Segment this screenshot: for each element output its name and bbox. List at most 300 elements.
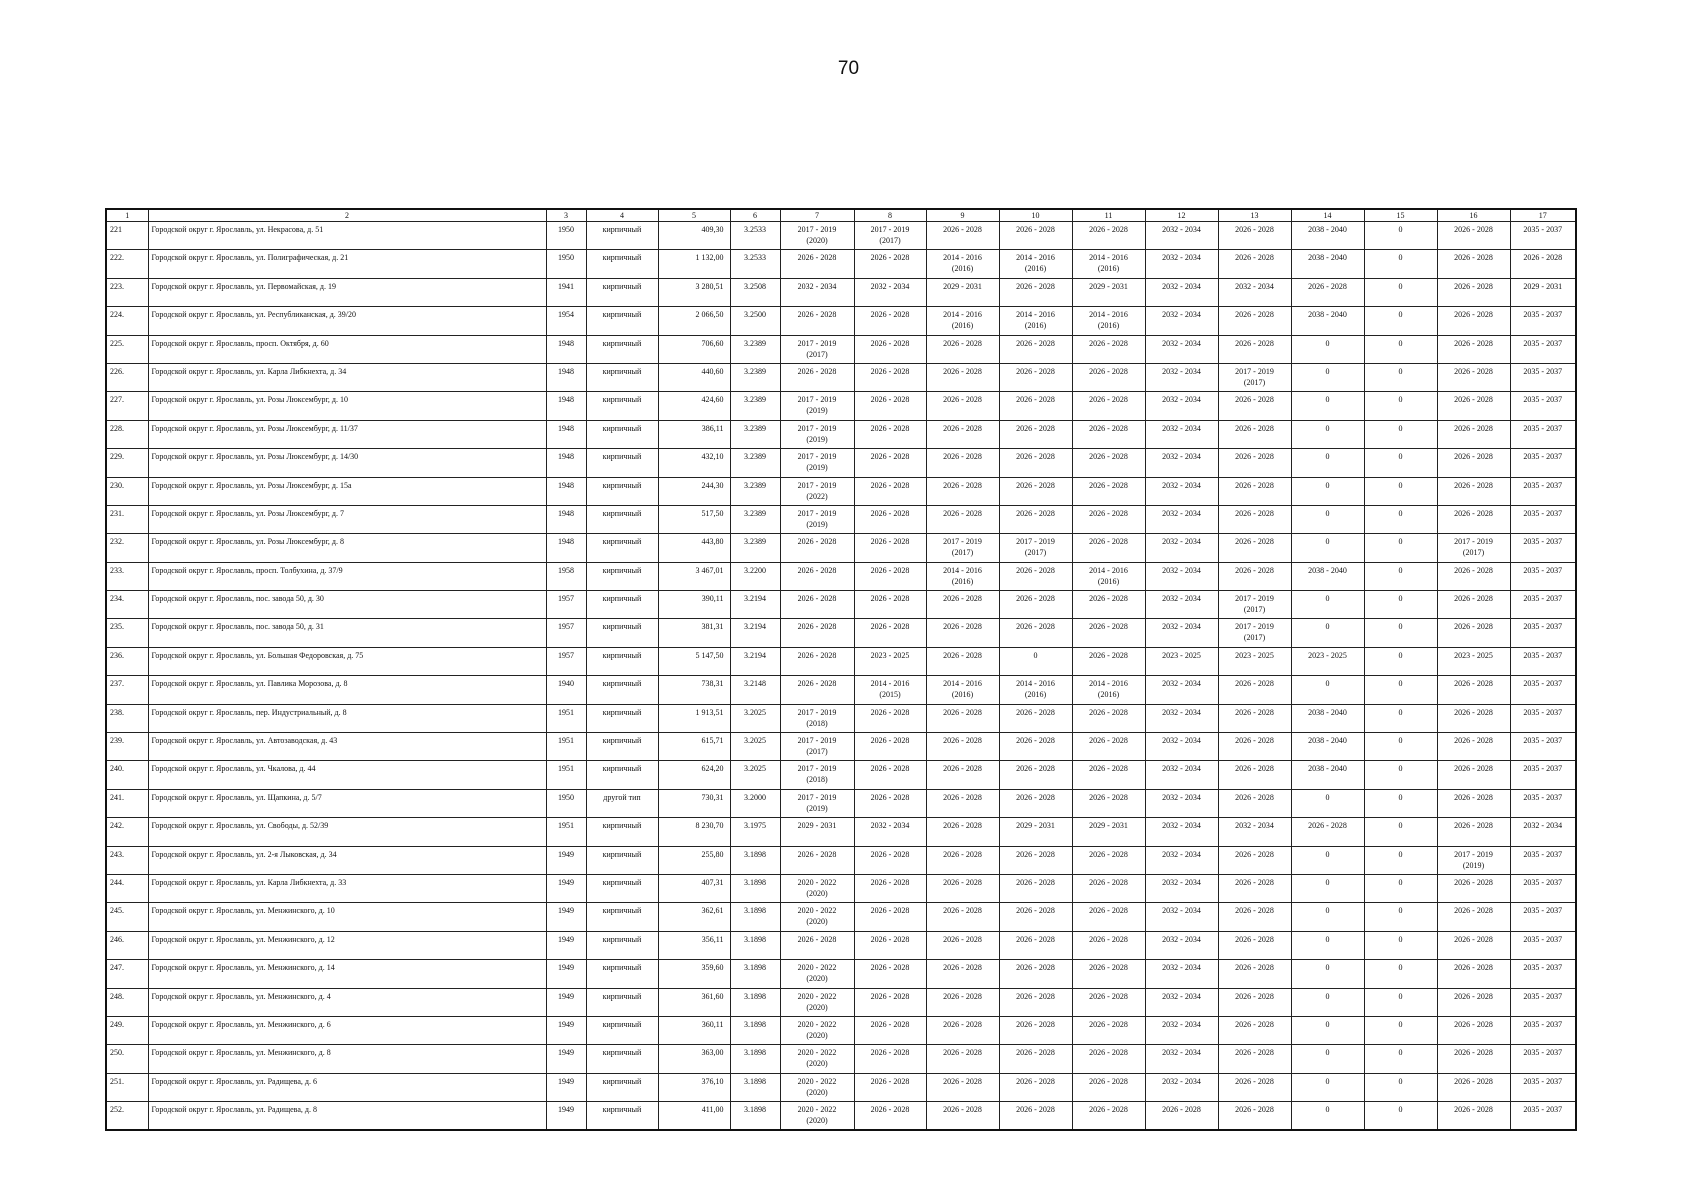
period-col-11-cell: 2026 - 2028 <box>1072 846 1145 874</box>
period-col-16-cell: 2026 - 2028 <box>1437 222 1510 250</box>
period-col-16-cell: 2026 - 2028 <box>1437 818 1510 846</box>
column-number-header: 12 <box>1145 209 1218 222</box>
period-col-16-cell: 2026 - 2028 <box>1437 988 1510 1016</box>
period-col-14-cell: 0 <box>1291 619 1364 647</box>
total-area-cell: 390,11 <box>658 591 730 619</box>
period-col-15-cell: 0 <box>1364 363 1437 391</box>
table-row <box>106 1045 1576 1073</box>
total-area-cell: 359,60 <box>658 960 730 988</box>
address-cell: Городской округ г. Ярославль, ул. Некрасова, д. 51 <box>148 222 546 250</box>
priority-score-cell: 3.1898 <box>730 846 780 874</box>
column-number-header: 2 <box>148 209 546 222</box>
period-col-8-cell: 2032 - 2034 <box>854 818 926 846</box>
table-row <box>106 420 1576 448</box>
period-col-11-cell: 2026 - 2028 <box>1072 619 1145 647</box>
total-area-cell: 8 230,70 <box>658 818 730 846</box>
period-col-11-cell: 2026 - 2028 <box>1072 505 1145 533</box>
total-area-cell: 3 467,01 <box>658 562 730 590</box>
row-number-cell: 250. <box>106 1045 148 1073</box>
period-col-16-cell: 2026 - 2028 <box>1437 704 1510 732</box>
period-col-7-cell: 2026 - 2028 <box>780 591 854 619</box>
address-cell: Городской округ г. Ярославль, ул. Чкалова, д. 44 <box>148 761 546 789</box>
period-col-10-cell: 2014 - 2016 (2016) <box>999 250 1072 278</box>
table-row <box>106 761 1576 789</box>
wall-material-cell: кирпичный <box>586 335 658 363</box>
build-year-cell: 1951 <box>546 704 586 732</box>
period-col-13-cell: 2026 - 2028 <box>1218 335 1291 363</box>
address-cell: Городской округ г. Ярославль, ул. Менжинского, д. 4 <box>148 988 546 1016</box>
period-col-8-cell: 2026 - 2028 <box>854 733 926 761</box>
period-col-17-cell: 2035 - 2037 <box>1510 903 1576 931</box>
period-col-11-cell: 2026 - 2028 <box>1072 591 1145 619</box>
period-col-17-cell: 2035 - 2037 <box>1510 1045 1576 1073</box>
period-col-7-cell: 2026 - 2028 <box>780 619 854 647</box>
address-cell: Городской округ г. Ярославль, пер. Индустриальный, д. 8 <box>148 704 546 732</box>
build-year-cell: 1949 <box>546 988 586 1016</box>
period-col-14-cell: 0 <box>1291 392 1364 420</box>
period-col-16-cell: 2026 - 2028 <box>1437 335 1510 363</box>
period-col-17-cell: 2035 - 2037 <box>1510 704 1576 732</box>
period-col-15-cell: 0 <box>1364 1016 1437 1044</box>
period-col-11-cell: 2014 - 2016 (2016) <box>1072 562 1145 590</box>
table-row <box>106 988 1576 1016</box>
column-number-header: 10 <box>999 209 1072 222</box>
period-col-15-cell: 0 <box>1364 676 1437 704</box>
period-col-12-cell: 2032 - 2034 <box>1145 1045 1218 1073</box>
period-col-11-cell: 2014 - 2016 (2016) <box>1072 676 1145 704</box>
period-col-14-cell: 0 <box>1291 335 1364 363</box>
table-row <box>106 534 1576 562</box>
period-col-10-cell: 2026 - 2028 <box>999 733 1072 761</box>
period-col-17-cell: 2035 - 2037 <box>1510 335 1576 363</box>
period-col-17-cell: 2035 - 2037 <box>1510 1016 1576 1044</box>
period-col-17-cell: 2035 - 2037 <box>1510 960 1576 988</box>
period-col-14-cell: 2026 - 2028 <box>1291 278 1364 306</box>
row-number-cell: 238. <box>106 704 148 732</box>
period-col-11-cell: 2026 - 2028 <box>1072 1102 1145 1130</box>
build-year-cell: 1948 <box>546 392 586 420</box>
period-col-16-cell: 2026 - 2028 <box>1437 1016 1510 1044</box>
row-number-cell: 228. <box>106 420 148 448</box>
period-col-15-cell: 0 <box>1364 562 1437 590</box>
wall-material-cell: кирпичный <box>586 449 658 477</box>
priority-score-cell: 3.2533 <box>730 222 780 250</box>
period-col-16-cell: 2026 - 2028 <box>1437 591 1510 619</box>
build-year-cell: 1949 <box>546 874 586 902</box>
row-number-cell: 237. <box>106 676 148 704</box>
period-col-11-cell: 2026 - 2028 <box>1072 874 1145 902</box>
period-col-8-cell: 2026 - 2028 <box>854 1045 926 1073</box>
period-col-13-cell: 2026 - 2028 <box>1218 676 1291 704</box>
wall-material-cell: кирпичный <box>586 505 658 533</box>
address-cell: Городской округ г. Ярославль, ул. Менжинского, д. 8 <box>148 1045 546 1073</box>
wall-material-cell: кирпичный <box>586 250 658 278</box>
period-col-16-cell: 2026 - 2028 <box>1437 449 1510 477</box>
period-col-7-cell: 2020 - 2022 (2020) <box>780 1102 854 1130</box>
period-col-7-cell: 2026 - 2028 <box>780 562 854 590</box>
build-year-cell: 1951 <box>546 733 586 761</box>
period-col-9-cell: 2014 - 2016 (2016) <box>926 250 999 278</box>
period-col-7-cell: 2020 - 2022 (2020) <box>780 1016 854 1044</box>
wall-material-cell: кирпичный <box>586 278 658 306</box>
build-year-cell: 1950 <box>546 222 586 250</box>
total-area-cell: 361,60 <box>658 988 730 1016</box>
period-col-15-cell: 0 <box>1364 1045 1437 1073</box>
priority-score-cell: 3.1898 <box>730 1045 780 1073</box>
period-col-8-cell: 2026 - 2028 <box>854 931 926 959</box>
period-col-9-cell: 2026 - 2028 <box>926 704 999 732</box>
address-cell: Городской округ г. Ярославль, ул. Карла Либкнехта, д. 33 <box>148 874 546 902</box>
period-col-17-cell: 2035 - 2037 <box>1510 676 1576 704</box>
period-col-11-cell: 2026 - 2028 <box>1072 222 1145 250</box>
row-number-cell: 239. <box>106 733 148 761</box>
row-number-cell: 231. <box>106 505 148 533</box>
table-row <box>106 818 1576 846</box>
address-cell: Городской округ г. Ярославль, ул. Республиканская, д. 39/20 <box>148 307 546 335</box>
period-col-14-cell: 0 <box>1291 1102 1364 1130</box>
address-cell: Городской округ г. Ярославль, просп. Толбухина, д. 37/9 <box>148 562 546 590</box>
total-area-cell: 3 280,51 <box>658 278 730 306</box>
period-col-17-cell: 2035 - 2037 <box>1510 307 1576 335</box>
row-number-cell: 242. <box>106 818 148 846</box>
period-col-15-cell: 0 <box>1364 818 1437 846</box>
period-col-8-cell: 2026 - 2028 <box>854 420 926 448</box>
wall-material-cell: кирпичный <box>586 562 658 590</box>
period-col-14-cell: 2023 - 2025 <box>1291 647 1364 675</box>
column-number-header: 4 <box>586 209 658 222</box>
period-col-8-cell: 2017 - 2019 (2017) <box>854 222 926 250</box>
period-col-10-cell: 2026 - 2028 <box>999 449 1072 477</box>
period-col-9-cell: 2026 - 2028 <box>926 449 999 477</box>
address-cell: Городской округ г. Ярославль, ул. Карла Либкнехта, д. 34 <box>148 363 546 391</box>
period-col-10-cell: 2026 - 2028 <box>999 846 1072 874</box>
period-col-9-cell: 2026 - 2028 <box>926 1045 999 1073</box>
period-col-10-cell: 2014 - 2016 (2016) <box>999 307 1072 335</box>
period-col-16-cell: 2026 - 2028 <box>1437 874 1510 902</box>
total-area-cell: 517,50 <box>658 505 730 533</box>
priority-score-cell: 3.2200 <box>730 562 780 590</box>
row-number-cell: 251. <box>106 1073 148 1101</box>
period-col-9-cell: 2026 - 2028 <box>926 335 999 363</box>
row-number-cell: 244. <box>106 874 148 902</box>
wall-material-cell: кирпичный <box>586 1045 658 1073</box>
column-number-header: 9 <box>926 209 999 222</box>
period-col-17-cell: 2035 - 2037 <box>1510 505 1576 533</box>
period-col-12-cell: 2032 - 2034 <box>1145 874 1218 902</box>
period-col-9-cell: 2026 - 2028 <box>926 363 999 391</box>
period-col-13-cell: 2026 - 2028 <box>1218 789 1291 817</box>
table-row <box>106 1102 1576 1130</box>
period-col-11-cell: 2026 - 2028 <box>1072 363 1145 391</box>
period-col-12-cell: 2032 - 2034 <box>1145 250 1218 278</box>
period-col-10-cell: 2026 - 2028 <box>999 1073 1072 1101</box>
row-number-cell: 222. <box>106 250 148 278</box>
table-row <box>106 874 1576 902</box>
total-area-cell: 376,10 <box>658 1073 730 1101</box>
build-year-cell: 1948 <box>546 534 586 562</box>
period-col-11-cell: 2026 - 2028 <box>1072 789 1145 817</box>
period-col-10-cell: 2026 - 2028 <box>999 420 1072 448</box>
period-col-17-cell: 2035 - 2037 <box>1510 449 1576 477</box>
total-area-cell: 738,31 <box>658 676 730 704</box>
address-cell: Городской округ г. Ярославль, ул. Розы Люксембург, д. 10 <box>148 392 546 420</box>
build-year-cell: 1951 <box>546 761 586 789</box>
period-col-12-cell: 2032 - 2034 <box>1145 392 1218 420</box>
period-col-8-cell: 2026 - 2028 <box>854 562 926 590</box>
table-row <box>106 363 1576 391</box>
build-year-cell: 1949 <box>546 960 586 988</box>
priority-score-cell: 3.1975 <box>730 818 780 846</box>
period-col-10-cell: 2026 - 2028 <box>999 704 1072 732</box>
period-col-17-cell: 2035 - 2037 <box>1510 420 1576 448</box>
priority-score-cell: 3.2025 <box>730 704 780 732</box>
period-col-10-cell: 2026 - 2028 <box>999 222 1072 250</box>
table-row <box>106 250 1576 278</box>
column-number-header: 5 <box>658 209 730 222</box>
period-col-10-cell: 2026 - 2028 <box>999 761 1072 789</box>
build-year-cell: 1948 <box>546 477 586 505</box>
period-col-8-cell: 2026 - 2028 <box>854 307 926 335</box>
period-col-11-cell: 2026 - 2028 <box>1072 420 1145 448</box>
address-cell: Городской округ г. Ярославль, просп. Октября, д. 60 <box>148 335 546 363</box>
period-col-12-cell: 2032 - 2034 <box>1145 789 1218 817</box>
table-row <box>106 1073 1576 1101</box>
period-col-8-cell: 2026 - 2028 <box>854 704 926 732</box>
period-col-8-cell: 2026 - 2028 <box>854 534 926 562</box>
period-col-13-cell: 2026 - 2028 <box>1218 250 1291 278</box>
period-col-17-cell: 2035 - 2037 <box>1510 591 1576 619</box>
period-col-7-cell: 2020 - 2022 (2020) <box>780 1045 854 1073</box>
priority-score-cell: 3.2389 <box>730 335 780 363</box>
wall-material-cell: кирпичный <box>586 931 658 959</box>
period-col-8-cell: 2026 - 2028 <box>854 903 926 931</box>
period-col-14-cell: 0 <box>1291 363 1364 391</box>
build-year-cell: 1949 <box>546 1073 586 1101</box>
period-col-17-cell: 2035 - 2037 <box>1510 988 1576 1016</box>
period-col-17-cell: 2035 - 2037 <box>1510 363 1576 391</box>
period-col-8-cell: 2026 - 2028 <box>854 1102 926 1130</box>
period-col-14-cell: 0 <box>1291 1073 1364 1101</box>
period-col-16-cell: 2026 - 2028 <box>1437 931 1510 959</box>
priority-score-cell: 3.1898 <box>730 874 780 902</box>
wall-material-cell: кирпичный <box>586 733 658 761</box>
table-row <box>106 846 1576 874</box>
priority-score-cell: 3.1898 <box>730 1102 780 1130</box>
wall-material-cell: кирпичный <box>586 1016 658 1044</box>
period-col-13-cell: 2017 - 2019 (2017) <box>1218 619 1291 647</box>
period-col-15-cell: 0 <box>1364 846 1437 874</box>
period-col-7-cell: 2017 - 2019 (2019) <box>780 449 854 477</box>
period-col-13-cell: 2026 - 2028 <box>1218 931 1291 959</box>
period-col-14-cell: 0 <box>1291 903 1364 931</box>
period-col-11-cell: 2026 - 2028 <box>1072 903 1145 931</box>
period-col-13-cell: 2026 - 2028 <box>1218 761 1291 789</box>
period-col-17-cell: 2035 - 2037 <box>1510 222 1576 250</box>
priority-score-cell: 3.2389 <box>730 449 780 477</box>
wall-material-cell: кирпичный <box>586 676 658 704</box>
priority-score-cell: 3.2389 <box>730 363 780 391</box>
period-col-16-cell: 2026 - 2028 <box>1437 562 1510 590</box>
period-col-12-cell: 2032 - 2034 <box>1145 420 1218 448</box>
period-col-7-cell: 2020 - 2022 (2020) <box>780 988 854 1016</box>
period-col-7-cell: 2020 - 2022 (2020) <box>780 903 854 931</box>
period-col-16-cell: 2026 - 2028 <box>1437 903 1510 931</box>
priority-score-cell: 3.2000 <box>730 789 780 817</box>
build-year-cell: 1948 <box>546 505 586 533</box>
period-col-17-cell: 2035 - 2037 <box>1510 846 1576 874</box>
table-row <box>106 591 1576 619</box>
wall-material-cell: кирпичный <box>586 988 658 1016</box>
table-row <box>106 789 1576 817</box>
table-row <box>106 960 1576 988</box>
address-cell: Городской округ г. Ярославль, ул. Розы Люксембург, д. 15а <box>148 477 546 505</box>
wall-material-cell: кирпичный <box>586 761 658 789</box>
address-cell: Городской округ г. Ярославль, ул. Щапкина, д. 5/7 <box>148 789 546 817</box>
priority-score-cell: 3.2194 <box>730 591 780 619</box>
total-area-cell: 443,80 <box>658 534 730 562</box>
build-year-cell: 1957 <box>546 647 586 675</box>
address-cell: Городской округ г. Ярославль, ул. Розы Люксембург, д. 8 <box>148 534 546 562</box>
total-area-cell: 5 147,50 <box>658 647 730 675</box>
period-col-12-cell: 2032 - 2034 <box>1145 335 1218 363</box>
period-col-12-cell: 2032 - 2034 <box>1145 1016 1218 1044</box>
period-col-15-cell: 0 <box>1364 250 1437 278</box>
priority-score-cell: 3.2508 <box>730 278 780 306</box>
period-col-16-cell: 2026 - 2028 <box>1437 761 1510 789</box>
table-row <box>106 903 1576 931</box>
period-col-10-cell: 2017 - 2019 (2017) <box>999 534 1072 562</box>
period-col-8-cell: 2026 - 2028 <box>854 1016 926 1044</box>
period-col-16-cell: 2026 - 2028 <box>1437 1045 1510 1073</box>
period-col-16-cell: 2026 - 2028 <box>1437 619 1510 647</box>
period-col-9-cell: 2026 - 2028 <box>926 505 999 533</box>
period-col-16-cell: 2026 - 2028 <box>1437 676 1510 704</box>
period-col-13-cell: 2026 - 2028 <box>1218 505 1291 533</box>
period-col-16-cell: 2026 - 2028 <box>1437 250 1510 278</box>
priority-score-cell: 3.1898 <box>730 960 780 988</box>
priority-score-cell: 3.2389 <box>730 477 780 505</box>
period-col-14-cell: 2038 - 2040 <box>1291 704 1364 732</box>
period-col-15-cell: 0 <box>1364 789 1437 817</box>
period-col-7-cell: 2026 - 2028 <box>780 931 854 959</box>
period-col-17-cell: 2035 - 2037 <box>1510 562 1576 590</box>
period-col-13-cell: 2026 - 2028 <box>1218 449 1291 477</box>
period-col-17-cell: 2035 - 2037 <box>1510 789 1576 817</box>
address-cell: Городской округ г. Ярославль, ул. Менжинского, д. 14 <box>148 960 546 988</box>
period-col-17-cell: 2026 - 2028 <box>1510 250 1576 278</box>
period-col-15-cell: 0 <box>1364 647 1437 675</box>
period-col-7-cell: 2017 - 2019 (2019) <box>780 392 854 420</box>
period-col-9-cell: 2026 - 2028 <box>926 222 999 250</box>
period-col-15-cell: 0 <box>1364 591 1437 619</box>
period-col-15-cell: 0 <box>1364 733 1437 761</box>
address-cell: Городской округ г. Ярославль, ул. 2-я Лыковская, д. 34 <box>148 846 546 874</box>
period-col-12-cell: 2032 - 2034 <box>1145 477 1218 505</box>
period-col-8-cell: 2026 - 2028 <box>854 874 926 902</box>
period-col-14-cell: 0 <box>1291 449 1364 477</box>
period-col-17-cell: 2035 - 2037 <box>1510 733 1576 761</box>
period-col-17-cell: 2029 - 2031 <box>1510 278 1576 306</box>
period-col-14-cell: 0 <box>1291 789 1364 817</box>
period-col-14-cell: 2038 - 2040 <box>1291 307 1364 335</box>
address-cell: Городской округ г. Ярославль, ул. Первомайская, д. 19 <box>148 278 546 306</box>
period-col-9-cell: 2014 - 2016 (2016) <box>926 676 999 704</box>
period-col-14-cell: 0 <box>1291 591 1364 619</box>
period-col-11-cell: 2026 - 2028 <box>1072 704 1145 732</box>
period-col-15-cell: 0 <box>1364 1073 1437 1101</box>
address-cell: Городской округ г. Ярославль, ул. Розы Люксембург, д. 14/30 <box>148 449 546 477</box>
period-col-8-cell: 2026 - 2028 <box>854 392 926 420</box>
period-col-15-cell: 0 <box>1364 534 1437 562</box>
period-col-11-cell: 2026 - 2028 <box>1072 392 1145 420</box>
period-col-14-cell: 0 <box>1291 420 1364 448</box>
period-col-13-cell: 2017 - 2019 (2017) <box>1218 363 1291 391</box>
period-col-15-cell: 0 <box>1364 307 1437 335</box>
period-col-9-cell: 2026 - 2028 <box>926 619 999 647</box>
period-col-12-cell: 2032 - 2034 <box>1145 761 1218 789</box>
period-col-11-cell: 2026 - 2028 <box>1072 449 1145 477</box>
period-col-16-cell: 2026 - 2028 <box>1437 505 1510 533</box>
build-year-cell: 1954 <box>546 307 586 335</box>
table-body <box>106 222 1576 1131</box>
period-col-7-cell: 2017 - 2019 (2020) <box>780 222 854 250</box>
period-col-10-cell: 2026 - 2028 <box>999 363 1072 391</box>
row-number-cell: 230. <box>106 477 148 505</box>
address-cell: Городской округ г. Ярославль, ул. Свободы, д. 52/39 <box>148 818 546 846</box>
period-col-15-cell: 0 <box>1364 222 1437 250</box>
period-col-16-cell: 2026 - 2028 <box>1437 789 1510 817</box>
period-col-16-cell: 2026 - 2028 <box>1437 307 1510 335</box>
period-col-9-cell: 2026 - 2028 <box>926 903 999 931</box>
row-number-cell: 249. <box>106 1016 148 1044</box>
period-col-12-cell: 2032 - 2034 <box>1145 619 1218 647</box>
priority-score-cell: 3.2194 <box>730 647 780 675</box>
table-row <box>106 392 1576 420</box>
period-col-8-cell: 2026 - 2028 <box>854 591 926 619</box>
period-col-10-cell: 2014 - 2016 (2016) <box>999 676 1072 704</box>
priority-score-cell: 3.2148 <box>730 676 780 704</box>
column-number-header: 16 <box>1437 209 1510 222</box>
period-col-7-cell: 2020 - 2022 (2020) <box>780 960 854 988</box>
period-col-13-cell: 2032 - 2034 <box>1218 818 1291 846</box>
period-col-16-cell: 2026 - 2028 <box>1437 1073 1510 1101</box>
build-year-cell: 1950 <box>546 789 586 817</box>
period-col-10-cell: 2026 - 2028 <box>999 988 1072 1016</box>
table-row <box>106 307 1576 335</box>
address-cell: Городской округ г. Ярославль, ул. Менжинского, д. 12 <box>148 931 546 959</box>
period-col-7-cell: 2017 - 2019 (2019) <box>780 789 854 817</box>
period-col-9-cell: 2026 - 2028 <box>926 874 999 902</box>
period-col-9-cell: 2017 - 2019 (2017) <box>926 534 999 562</box>
period-col-17-cell: 2035 - 2037 <box>1510 931 1576 959</box>
period-col-9-cell: 2026 - 2028 <box>926 591 999 619</box>
period-col-15-cell: 0 <box>1364 449 1437 477</box>
housing-register-table <box>105 208 1577 1131</box>
period-col-12-cell: 2023 - 2025 <box>1145 647 1218 675</box>
period-col-11-cell: 2026 - 2028 <box>1072 1016 1145 1044</box>
period-col-8-cell: 2032 - 2034 <box>854 278 926 306</box>
period-col-13-cell: 2026 - 2028 <box>1218 392 1291 420</box>
table-row <box>106 676 1576 704</box>
wall-material-cell: другой тип <box>586 789 658 817</box>
period-col-13-cell: 2026 - 2028 <box>1218 1073 1291 1101</box>
page-number: 70 <box>837 58 860 79</box>
period-col-13-cell: 2026 - 2028 <box>1218 420 1291 448</box>
period-col-9-cell: 2014 - 2016 (2016) <box>926 562 999 590</box>
period-col-7-cell: 2026 - 2028 <box>780 676 854 704</box>
wall-material-cell: кирпичный <box>586 903 658 931</box>
total-area-cell: 356,11 <box>658 931 730 959</box>
